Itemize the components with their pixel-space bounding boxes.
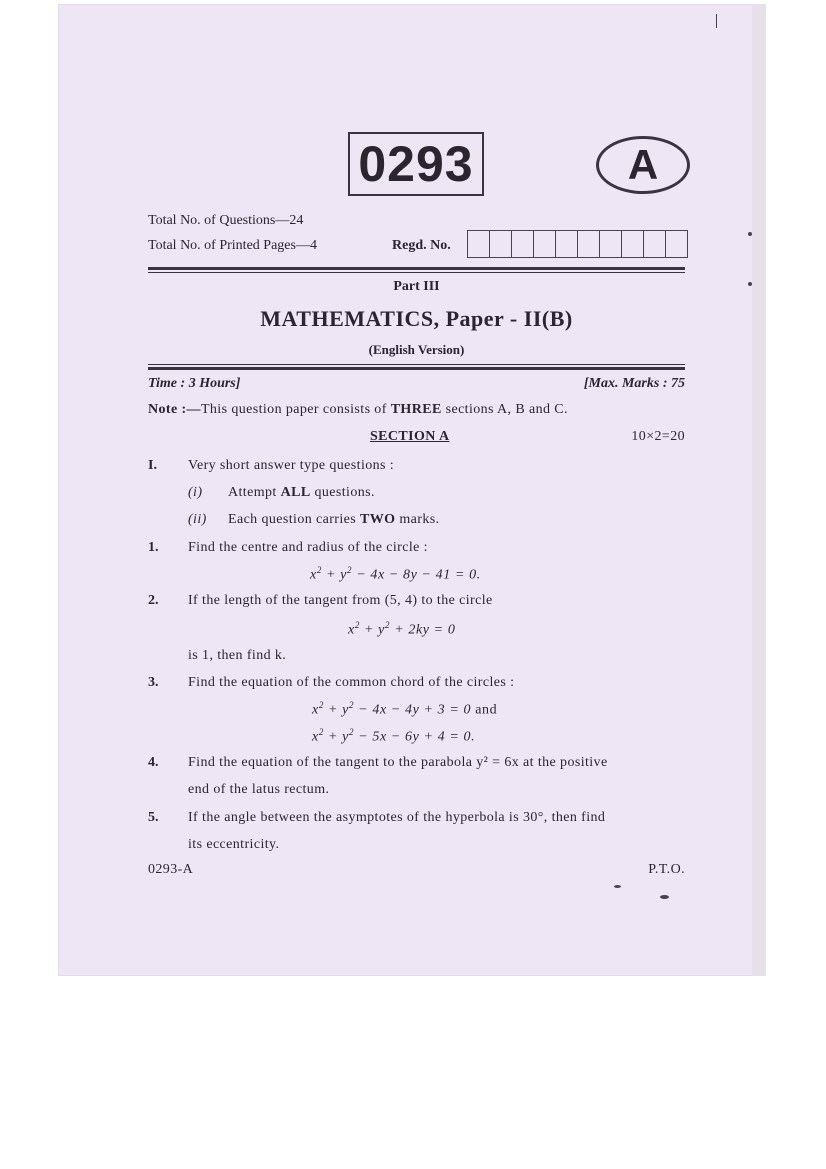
question-equation: $x^2 + y^2 + 2ky = 0$ — [348, 620, 456, 638]
question-text: Find the equation of the common chord of the circles : — [188, 675, 515, 690]
regd-digit-box[interactable] — [643, 230, 666, 258]
regd-label: Regd. No. — [392, 238, 451, 253]
footer-code: 0293-A — [148, 862, 194, 877]
title-rule-thin — [148, 364, 685, 365]
note-text-after: sections A, B and C. — [441, 402, 568, 417]
regd-digit-box[interactable] — [621, 230, 644, 258]
question-number: 1. — [148, 540, 159, 555]
regd-digit-box[interactable] — [511, 230, 534, 258]
question-number: 3. — [148, 675, 159, 690]
header-rule-thick — [148, 267, 685, 270]
section-marks: 10×2=20 — [631, 429, 685, 444]
note-text-before: This question paper consists of — [200, 402, 391, 417]
scan-mark — [716, 14, 717, 28]
instruction-text: Attempt — [228, 485, 281, 500]
question-text: Find the centre and radius of the circle : — [188, 540, 428, 555]
instruction-emphasis: TWO — [360, 512, 396, 527]
version-letter-oval: A — [596, 136, 690, 194]
total-questions: Total No. of Questions—24 — [148, 213, 304, 228]
scan-speck — [748, 232, 752, 236]
question-number: 2. — [148, 593, 159, 608]
instructions-intro: Very short answer type questions : — [188, 458, 395, 473]
regd-digit-box[interactable] — [599, 230, 622, 258]
instruction-marker: (ii) — [188, 512, 207, 527]
scan-speck — [748, 282, 752, 286]
question-equation: $x^2 + y^2 - 4x - 8y - 41 = 0$. — [310, 565, 481, 583]
question-equation: $x^2 + y^2 - 5x - 6y + 4 = 0$. — [312, 727, 476, 745]
subject-title: MATHEMATICS, Paper - II(B) — [260, 306, 573, 331]
question-number: 4. — [148, 755, 159, 770]
part-label: Part III — [393, 279, 440, 294]
section-roman: I. — [148, 458, 157, 473]
question-text: end of the latus rectum. — [188, 782, 330, 797]
regd-digit-box[interactable] — [665, 230, 688, 258]
title-rule-thick — [148, 367, 685, 370]
header-rule-thin — [148, 272, 685, 273]
regd-number-boxes[interactable] — [468, 230, 688, 258]
question-text: Find the equation of the tangent to the parabola y² = 6x at the positive — [188, 755, 608, 770]
instruction-emphasis: ALL — [280, 485, 311, 500]
instruction-text: questions. — [310, 485, 375, 500]
regd-digit-box[interactable] — [577, 230, 600, 258]
question-number: 5. — [148, 810, 159, 825]
instruction-item — [228, 512, 439, 528]
question-text: If the length of the tangent from (5, 4) to the circle — [188, 593, 493, 608]
version-label: (English Version) — [368, 342, 465, 357]
instruction-text: marks. — [395, 512, 440, 527]
instruction-text: Each question carries — [228, 512, 361, 527]
paper-code-box: 0293 — [348, 132, 484, 196]
regd-digit-box[interactable] — [467, 230, 490, 258]
regd-digit-box[interactable] — [489, 230, 512, 258]
scan-edge — [752, 4, 766, 976]
note-label: Note :— — [148, 402, 201, 417]
instruction-marker: (i) — [188, 485, 203, 500]
total-pages: Total No. of Printed Pages—4 — [148, 238, 317, 253]
note — [148, 402, 688, 418]
instruction-item — [228, 485, 375, 501]
max-marks: [Max. Marks : 75 — [583, 376, 685, 391]
regd-digit-box[interactable] — [533, 230, 556, 258]
question-equation: $x^2 + y^2 - 4x - 4y + 3 = 0$ and — [312, 700, 498, 718]
note-emphasis: THREE — [390, 402, 442, 417]
question-tail: is 1, then find k. — [188, 648, 287, 663]
time-allowed: Time : 3 Hours] — [148, 376, 241, 391]
scan-speck — [660, 895, 669, 899]
section-title: SECTION A — [370, 429, 450, 444]
question-text: If the angle between the asymptotes of the hyperbola is 30°, then find — [188, 810, 606, 825]
question-text: its eccentricity. — [188, 837, 280, 852]
scan-speck — [614, 885, 621, 888]
regd-digit-box[interactable] — [555, 230, 578, 258]
pto-label: P.T.O. — [648, 862, 685, 877]
